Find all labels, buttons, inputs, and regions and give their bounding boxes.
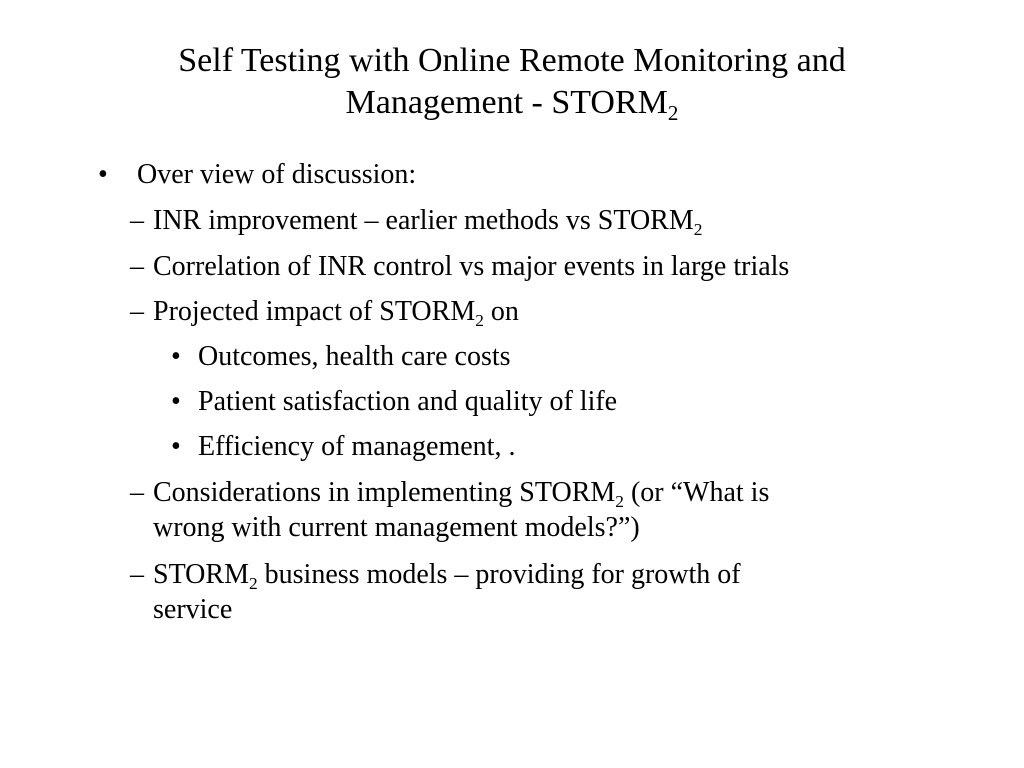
outline-item-3-subscript: 2 (475, 310, 484, 330)
outline-item-4-line-2: wrong with current management models?”) (153, 512, 640, 543)
title-subscript: 2 (667, 100, 679, 125)
title-line-2-text: Management - STORM (345, 84, 668, 121)
outline-item-1-subscript: 2 (693, 219, 703, 239)
outline-item-4-text: Considerations in implementing STORM (153, 477, 616, 508)
outline-item-4-text-end: (or “What is (623, 477, 770, 508)
bullet-marker: • (171, 341, 181, 372)
outline-item-5-subscript: 2 (248, 573, 258, 593)
dash-marker: – (130, 296, 144, 327)
outline-item-1-text: INR improvement – earlier methods vs STORM (153, 205, 694, 236)
slide-title (80, 40, 944, 127)
bullet-marker: • (171, 386, 181, 417)
dash-marker: – (130, 205, 144, 236)
title-line-1: Self Testing with Online Remote Monitoring and (178, 42, 846, 79)
title-line-2 (80, 82, 944, 127)
outline-item-3-text-end: on (483, 296, 519, 327)
outline-item-4-subscript: 2 (615, 491, 624, 511)
outline-item-2-text: Correlation of INR control vs major events in large trials (153, 251, 790, 282)
outline-item-5-text: STORM (153, 559, 249, 590)
outline-subitem-2-text: Patient satisfaction and quality of life (198, 386, 618, 417)
outline-item-3-text: Projected impact of STORM (153, 296, 476, 327)
outline-subitem-1-text: Outcomes, health care costs (198, 341, 511, 372)
bullet-marker: • (171, 431, 181, 462)
dash-marker: – (130, 251, 144, 282)
outline-item-5-line-2: service (153, 594, 233, 625)
dash-marker: – (130, 477, 144, 508)
outline-item-5-text-end: business models – providing for growth of (257, 559, 741, 590)
outline-subitem-3-text: Efficiency of management, . (198, 431, 516, 462)
outline-heading-text: Over view of discussion: (137, 159, 417, 190)
bullet-marker: • (98, 159, 108, 190)
dash-marker: – (130, 559, 144, 590)
